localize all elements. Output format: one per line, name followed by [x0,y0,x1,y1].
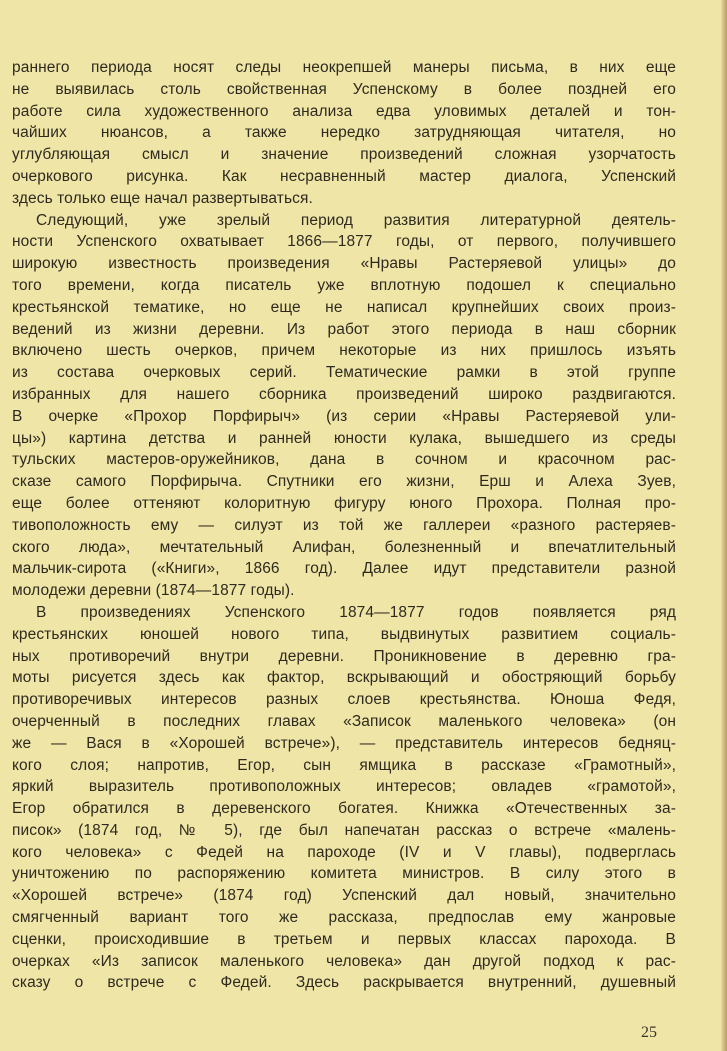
text-line: ности Успенского охватывает 1866—1877 годы, от первого, получившего [12,233,676,251]
text-line: крестьянских юношей нового типа, выдвинутых развитием социаль- [12,625,676,643]
text-line: Следующий, уже зрелый период развития литературной деятель- [36,211,676,229]
text-line: писок» (1874 год, № 5), где был напечатан рассказ о встрече «малень- [12,821,676,839]
text-line: ведений из жизни деревни. Из работ этого периода в наш сборник [12,320,676,338]
text-line: чайших нюансов, а также нередко затрудняющая читателя, но [12,124,676,142]
text-line: работе сила художественного анализа едва уловимых деталей и тон- [12,102,676,120]
text-line: сценки, происходившие в третьем и первых классах парохода. В [12,930,676,948]
text-line: сказе самого Порфирыча. Спутники его жизни, Ерш и Алеха Зуев, [12,473,676,491]
text-line: ского люда», мечтательный Алифан, болезненный и впечатлительный [12,538,676,556]
paragraph [12,602,676,994]
text-line: В произведениях Успенского 1874—1877 годов появляется ряд [36,603,676,621]
text-line: ных противоречий внутри деревни. Проникновение в деревню гра- [12,647,676,665]
text-line: кого слоя; напротив, Егор, сын ямщика в рассказе «Грамотный», [12,756,676,774]
text-line: очеркового рисунка. Как несравненный мастер диалога, Успенский [12,167,676,185]
text-line: из состава очерковых серий. Тематические рамки в этой группе [12,364,676,382]
text-line: крестьянской тематике, но еще не написал крупнейших своих произ- [12,298,676,316]
text-line: очерченный в последних главах «Записок маленького человека» (он [12,712,676,730]
text-line: «Хорошей встрече» (1874 год) Успенский дал новый, значительно [12,887,676,905]
text-line: включено шесть очерков, причем некоторые из них пришлось изъять [12,342,676,360]
text-line: тульских мастеров-оружейников, дана в сочном и красочном рас- [12,451,676,469]
text-line: очерках «Из записок маленького человека» дан другой подход к рас- [12,952,676,970]
page-number: 25 [641,1024,657,1041]
text-line: углубляющая смысл и значение произведений сложная узорчатость [12,146,676,164]
text-line: мальчик-сирота («Книги», 1866 год). Далее идут представители разной [12,560,676,578]
text-line: раннего периода носят следы неокрепшей манеры письма, в них еще [12,59,676,76]
text-line: же — Вася в «Хорошей встрече»), — представитель интересов бедняц- [12,734,676,752]
paragraph [12,210,676,602]
text-line: того времени, когда писатель уже вплотную подошел к специально [12,276,676,294]
text-line: широкую известность произведения «Нравы Растеряевой улицы» до [12,255,676,273]
text-line: уничтожению по распоряжению комитета министров. В силу этого в [12,865,676,883]
text-line: кого человека» с Федей на пароходе (IV и V главы), подверглась [12,843,676,861]
text-line: В очерке «Прохор Порфирыч» (из серии «Нравы Растеряевой ули- [12,407,676,425]
text-line: не выявилась столь свойственная Успенскому в более поздней его [12,80,676,98]
text-line: еще более оттеняют колоритную фигуру юного Прохора. Полная про- [12,494,676,512]
page-edge-shadow [721,0,727,1051]
text-line: молодежи деревни (1874—1877 годы). [12,582,295,600]
body-text [12,57,676,994]
text-line: здесь только еще начал развертываться. [12,189,313,207]
text-line: Егор обратился в деревенского богатея. Книжка «Отечественных за- [12,800,676,818]
text-line: противоречивых интересов разных слоев крестьянства. Юноша Федя, [12,691,676,709]
text-line: тивоположность ему — силуэт из той же галлереи «разного растеряев- [12,516,676,534]
text-line: яркий выразитель противоположных интересов; овладев «грамотой», [12,778,676,796]
text-line: смягченный вариант того же рассказа, предпослав ему жанровые [12,909,676,927]
text-line: сказу о встрече с Федей. Здесь раскрывается внутренний, душевный [12,974,676,992]
paragraph [12,57,676,210]
text-line: моты рисуется здесь как фактор, вскрывающий и обостряющий борьбу [12,669,676,687]
text-line: избранных для нашего сборника произведений широко раздвигаются. [12,385,676,403]
text-line: цы») картина детства и ранней юности кулака, вышедшего из среды [12,429,676,447]
